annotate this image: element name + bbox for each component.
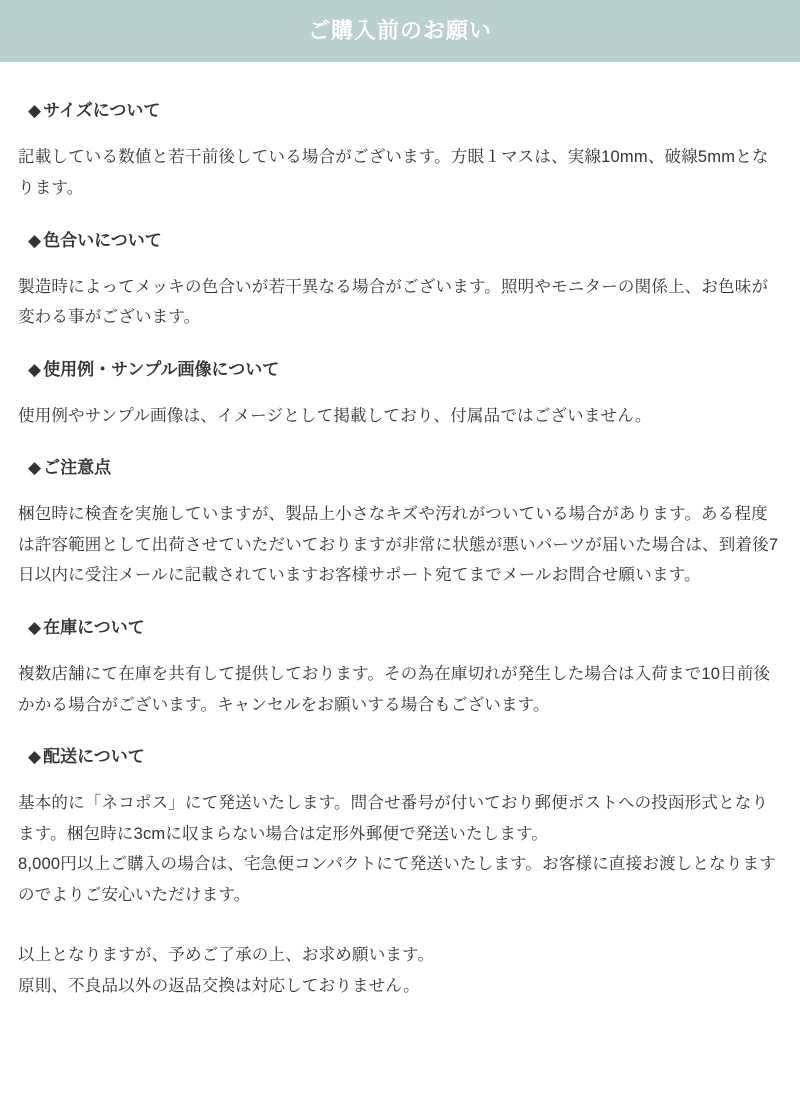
section-heading	[28, 617, 782, 639]
section-heading-label: 色合いについて	[43, 230, 162, 250]
section-heading	[28, 457, 782, 479]
section-heading-label: 配送について	[43, 747, 145, 767]
section-sample-images	[18, 359, 782, 432]
section-paragraph: 記載している数値と若干前後している場合がございます。方眼１マスは、実線10mm、破線5mmとなります。	[18, 148, 769, 197]
closing-line: 原則、不良品以外の返品交換は対応しておりません。	[18, 976, 420, 995]
content-area	[0, 62, 800, 1031]
diamond-icon: ◆	[28, 458, 42, 478]
section-paragraph: 梱包時に検査を実施していますが、製品上小さなキズや汚れがついている場合があります。ある程度は許容範囲として出荷させていただいておりますが非常に状態が悪いパーツが届いた場合は、到着後7日以内に受注メールに記載されていますお客様サポート宛てまでメールお問合せ願います。	[18, 505, 779, 585]
section-paragraph: 基本的に「ネコポス」にて発送いたします。問合せ番号が付いており郵便ポストへの投函形式となります。梱包時に3cmに収まらない場合は定形外郵便で発送いたします。	[18, 794, 769, 843]
closing-notes	[18, 940, 782, 1001]
section-size	[18, 100, 782, 203]
diamond-icon: ◆	[28, 617, 42, 637]
section-paragraph: 8,000円以上ご購入の場合は、宅急便コンパクトにて発送いたします。お客様に直接お渡しとなりますのでよりご安心いただけます。	[18, 855, 776, 904]
section-color	[18, 230, 782, 333]
section-heading	[28, 746, 782, 768]
section-shipping	[18, 746, 782, 910]
section-heading	[28, 359, 782, 381]
section-heading-label: サイズについて	[43, 101, 161, 121]
section-paragraph: 使用例やサンプル画像は、イメージとして掲載しており、付属品ではございません。	[18, 406, 652, 425]
page-title: ご購入前のお願い	[307, 18, 492, 43]
diamond-icon: ◆	[28, 359, 42, 379]
section-cautions	[18, 457, 782, 591]
section-stock	[18, 617, 782, 720]
section-paragraph: 製造時によってメッキの色合いが若干異なる場合がございます。照明やモニターの関係上、お色味が変わる事がございます。	[18, 277, 769, 327]
section-heading-label: 在庫について	[43, 617, 145, 637]
section-paragraph: 複数店舗にて在庫を共有して提供しております。その為在庫切れが発生した場合は入荷まで10日前後かかる場合がございます。キャンセルをお願いする場合もございます。	[18, 664, 771, 714]
page-title-banner	[0, 0, 800, 62]
section-heading	[28, 230, 782, 252]
closing-line: 以上となりますが、予めご了承の上、お求め願います。	[18, 946, 435, 965]
section-heading-label: ご注意点	[43, 458, 112, 478]
diamond-icon: ◆	[28, 747, 42, 767]
section-heading	[28, 100, 782, 122]
diamond-icon: ◆	[28, 101, 42, 121]
diamond-icon: ◆	[28, 230, 42, 250]
section-heading-label: 使用例・サンプル画像について	[43, 359, 280, 379]
